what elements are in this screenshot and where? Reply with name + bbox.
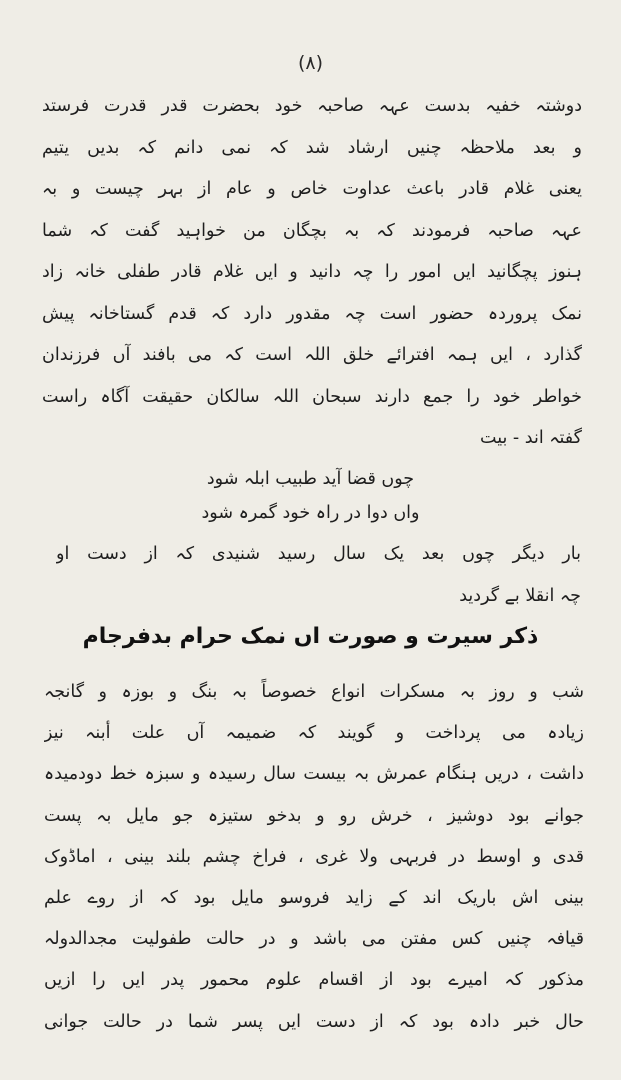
text-line: یعنی غلام قادر باعث عداوت خاص و عام از بہر چیست و بہ (42, 179, 582, 199)
text-line: بار دیگر چوں بعد یک سال رسید شنیدی کہ از دست او (56, 544, 581, 564)
text-line: چہ انقلا بے گردید (459, 585, 581, 606)
paragraph-1 (42, 86, 582, 460)
text-line: ہنوز پچگانید ایں امور را چہ دانید و ایں غلام قادر طفلی خانہ زاد (42, 262, 582, 282)
text-line: نمک پروردہ حضور است چہ مقدور دارد کہ قدم گستاخانہ پیش (42, 303, 582, 324)
text-line: داشت ، دریں ہنگام عمرش بہ بیست سال رسیدہ و سبزہ خط دودمیدہ (44, 764, 584, 785)
text-line: خواطر خود را جمع دارند سبحان اللہ سالکان حقیقت آگاہ راست (42, 386, 582, 407)
paragraph-2 (56, 534, 581, 617)
text-line: قدی و اوسط در فربہی ولا غری ، فراخ چشم بلند بینی ، اماڈوک (44, 846, 584, 867)
verse-couplet (0, 462, 621, 530)
section-heading: ذکر سیرت و صورت اں نمک حرام بدفرجام (82, 624, 539, 649)
text-line: حال خبر دادہ بود کہ از دست ایں پسر شما در حالت جوانی (44, 1011, 584, 1032)
text-line: شب و روز بہ مسکرات انواع خصوصاً بہ بنگ و بوزہ و گانجہ (44, 682, 584, 702)
text-line: بینی اش باریک اند کے زاید فروسو مایل بود کہ از روے علم (44, 887, 584, 908)
page-number: (۸) (297, 52, 324, 74)
verse-line: چوں قضا آید طبیب ابلہ شود (206, 469, 415, 489)
text-line: مذکور کہ امیرے بود از اقسام علوم محمور پدر ایں را ازیں (44, 970, 584, 991)
verse-line: واں دوا در راہ خود گمرہ شود (201, 503, 420, 523)
text-line: قیافہ چنیں کس مفتن می باشد و در حالت طفولیت مجدالدولہ (44, 929, 584, 950)
text-line: دوشتہ خفیہ بدست عہہ صاحبہ خود بحضرت قدر قدرت فرستد (42, 96, 582, 116)
text-line: جوانے بود دوشیز ، خرش رو و بدخو ستیزہ جو مایل بہ پست (44, 805, 584, 826)
text-line: گفتہ اند - بیت (480, 428, 582, 448)
text-line: و بعد ملاحظہ چنیں ارشاد شد کہ نمی دانم کہ بدیں یتیم (42, 137, 582, 158)
text-line: عہہ صاحبہ فرمودند کہ بہ بچگان من خواہید گفت کہ شما (42, 220, 582, 241)
text-line: زیادہ می پرداخت و گویند کہ ضمیمہ آں علت أبنہ نیز (44, 723, 584, 744)
paragraph-3 (44, 672, 584, 1043)
text-line: گذارد ، ایں ہمہ افترائے خلق اللہ است کہ می بافند آں فرزندان (42, 345, 582, 365)
